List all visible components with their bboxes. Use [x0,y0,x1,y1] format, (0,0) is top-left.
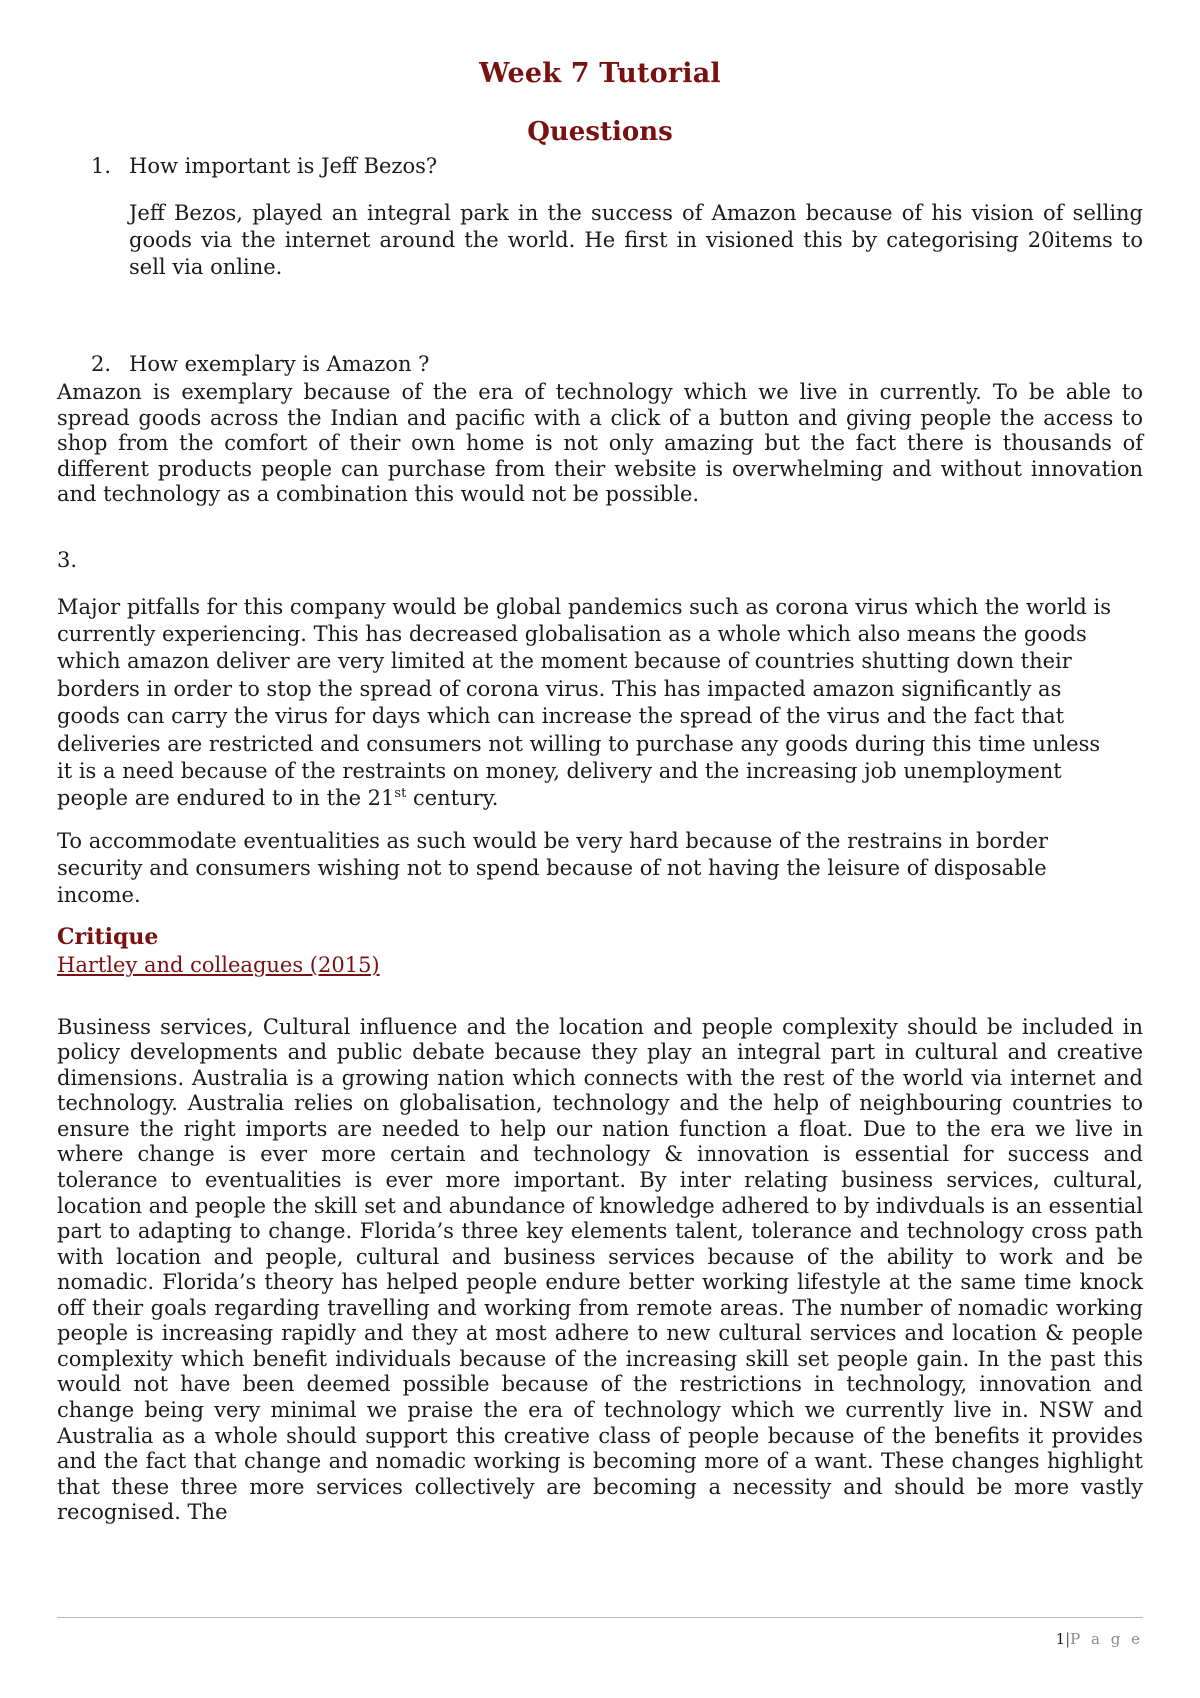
critique-subheading: Hartley and colleagues (2015) [57,952,380,977]
answer-3 [57,594,1143,813]
question-1-number: 1. [90,154,111,178]
questions-heading: Questions [527,117,673,147]
question-2-number: 2. [90,352,111,376]
answer-2: Amazon is exemplary because of the era of technology which we live in currently. To be able to spread goods across the Indian and pacific with a click of a button and giving people the access to shop from the comfort of their own home is not only amazing but the fact there is thousands of different products people can purchase from their website is overwhelming and without innovation and technology as a combination this would not be possible. [57,380,1143,506]
answer-3-continued: To accommodate eventualities as such would be very hard because of the restrains in border security and consumers wishing not to spend because of not having the leisure of disposable income. [57,828,1048,907]
page-number: 1 [1055,1630,1066,1648]
question-1-text: How important is Jeff Bezos? [129,154,438,178]
page-label: P a g e [1070,1630,1143,1648]
document-page [57,50,1143,1526]
answer-3-superscript: st [394,786,407,802]
document-title: Week 7 Tutorial [479,58,721,89]
answer-3-text: Major pitfalls for this company would be global pandemics such as corona virus which the world is currently experiencing. This has decreased globalisation as a whole which also means the goods which amazon deliver are very limited at the moment because of countries shutting down their borders in order to stop the spread of corona virus. This has impacted amazon significantly as goods can carry the virus for days which can increase the spread of the virus and the fact that deliveries are restricted and consumers not willing to purchase any goods during this time unless it is a need because of the restraints on money, delivery and the increasing job unemployment people are endured to in the 21 [57,594,1112,811]
critique-heading: Critique [57,923,159,950]
footer-divider [57,1617,1143,1618]
question-2-text: How exemplary is Amazon ? [129,352,430,376]
critique-body: Business services, Cultural influence and the location and people complexity should be included in policy developments and public debate because they play an integral part in cultural and creative dimensions. Australia is a growing nation which connects with the rest of the world via internet and technology. Australia relies on globalisation, technology and the help of neighbouring countries to ensure the right imports are needed to help our nation function a float. Due to the era we live in where change is ever more certain and technology & innovation is essential for success and tolerance to eventualities is ever more important. By inter relating business services, cultural, location and people the skill set and abundance of knowledge adhered to by indivduals is an essential part to adapting to change. Florida’s three key elements talent, tolerance and technology cross path with location and people, cultural and business services because of the ability to work and be nomadic. Florida’s theory has helped people endure better working lifestyle at the same time knock off their goals regarding travelling and working from remote areas. The number of nomadic working people is increasing rapidly and they at most adhere to new cultural services and location & people complexity which benefit individuals because of the increasing skill set people gain. In the past this would not have been deemed possible because of the restrictions in technology, innovation and change being very minimal we praise the era of technology which we currently live in. NSW and Australia as a whole should support this creative class of people because of the benefits it provides and the fact that change and nomadic working is becoming more of a want. These changes highlight that these three more services collectively are becoming a necessity and should be more vastly recognised. The [57,1014,1143,1525]
footer-separator: | [1065,1630,1071,1648]
answer-3-text-end: century. [406,786,499,811]
question-3-number: 3. [57,547,78,572]
page-footer [1056,1630,1143,1648]
question-1 [57,152,1143,180]
answer-1: Jeff Bezos, played an integral park in the success of Amazon because of his vision of selling goods via the internet around the world. He first in visioned this by categorising 20items to sell via online. [129,201,1143,279]
question-2 [57,350,1143,378]
